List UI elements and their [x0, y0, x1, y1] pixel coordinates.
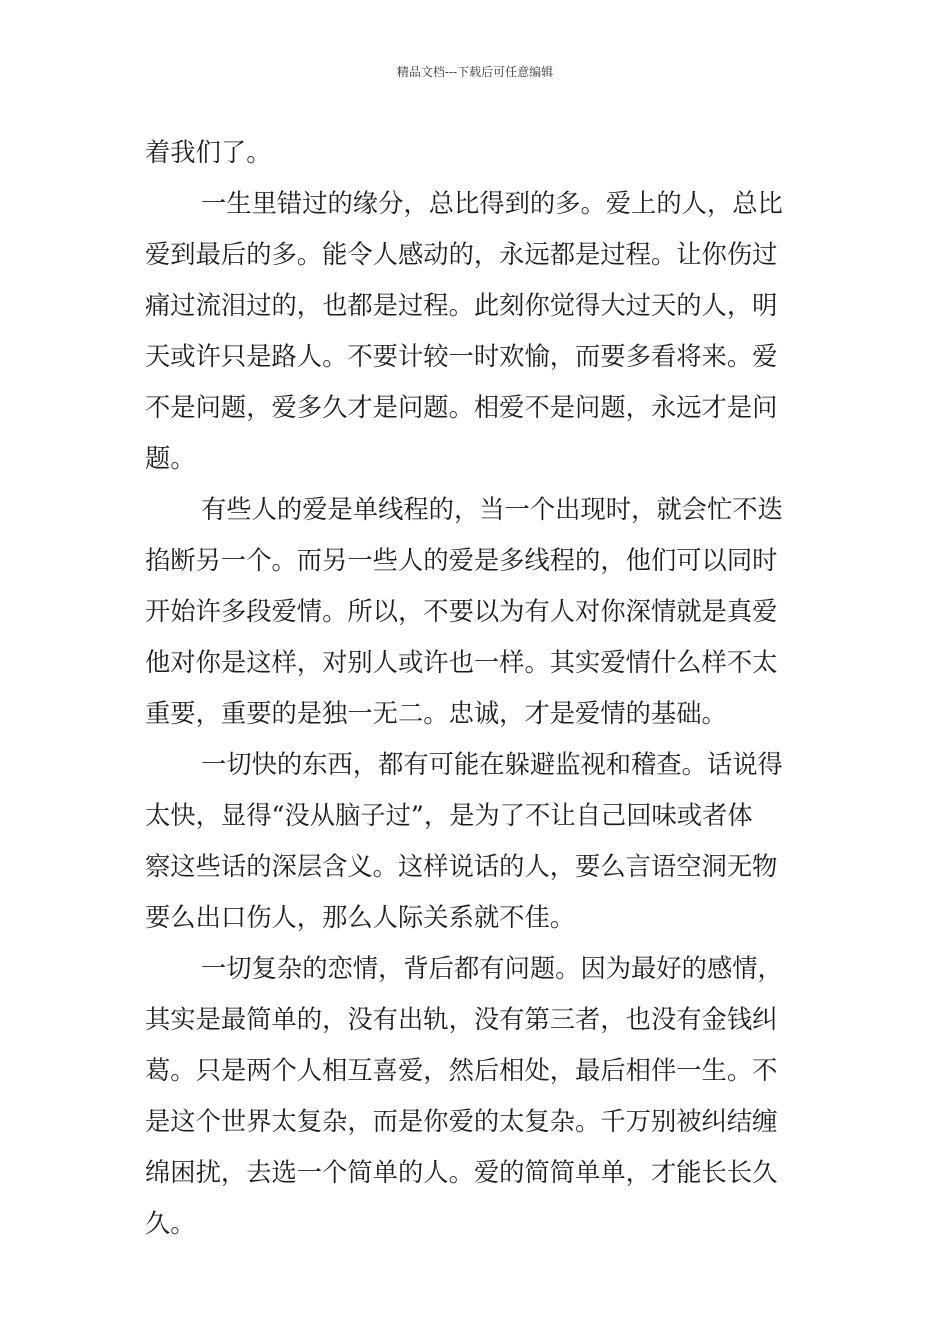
text-line: 开始许多段爱情。所以，不要以为有人对你深情就是真爱 [145, 597, 778, 626]
text-line: 其实是最简单的，没有出轨，没有第三者，也没有金钱纠 [145, 1005, 778, 1034]
text-line: 要么出口伤人，那么人际关系就不佳。 [145, 903, 576, 932]
text-line: 一切复杂的恋情，背后都有问题。因为最好的感情， [201, 954, 783, 983]
text-line: 有些人的爱是单线程的，当一个出现时，就会忙不迭 [201, 495, 783, 524]
text-line: 重要，重要的是独一无二。忠诚，才是爱情的基础。 [145, 699, 727, 728]
paragraph-3 [145, 484, 813, 739]
text-line: 他对你是这样，对别人或许也一样。其实爱情什么样不太 [145, 648, 778, 677]
text-line: 绵困扰，去选一个简单的人。爱的简简单单，才能长长久 [145, 1158, 778, 1187]
text-line: 察这些话的深层含义。这样说话的人，要么言语空洞无物 [145, 852, 778, 881]
text-line: 痛过流泪过的，也都是过程。此刻你觉得大过天的人，明 [145, 291, 778, 320]
text-line: 不是问题，爱多久才是问题。相爱不是问题，永远才是问 [145, 393, 778, 422]
paragraph-2 [145, 178, 813, 484]
text-line: 是这个世界太复杂，而是你爱的太复杂。千万别被纠结缠 [145, 1107, 778, 1136]
paragraph-5 [145, 943, 813, 1249]
paragraph-4 [145, 739, 813, 943]
text-line: 题。 [145, 444, 196, 473]
text-line: 着我们了。 [145, 138, 272, 167]
text-line: 一生里错过的缘分，总比得到的多。爱上的人，总比 [201, 189, 783, 218]
text-line: 葛。只是两个人相互喜爱，然后相处，最后相伴一生。不 [145, 1056, 778, 1085]
text-line: 久。 [145, 1209, 196, 1238]
text-line: 太快，显得“没从脑子过”，是为了不让自己回味或者体 [145, 801, 753, 830]
document-body [145, 127, 813, 1249]
page-header: 精品文档---下载后可任意编辑 [396, 65, 554, 79]
text-line: 一切快的东西，都有可能在躲避监视和稽查。话说得 [201, 750, 783, 779]
text-line: 爱到最后的多。能令人感动的，永远都是过程。让你伤过 [145, 240, 778, 269]
paragraph-1 [145, 127, 813, 178]
text-line: 掐断另一个。而另一些人的爱是多线程的，他们可以同时 [145, 546, 778, 575]
text-line: 天或许只是路人。不要计较一时欢愉，而要多看将来。爱 [145, 342, 778, 371]
